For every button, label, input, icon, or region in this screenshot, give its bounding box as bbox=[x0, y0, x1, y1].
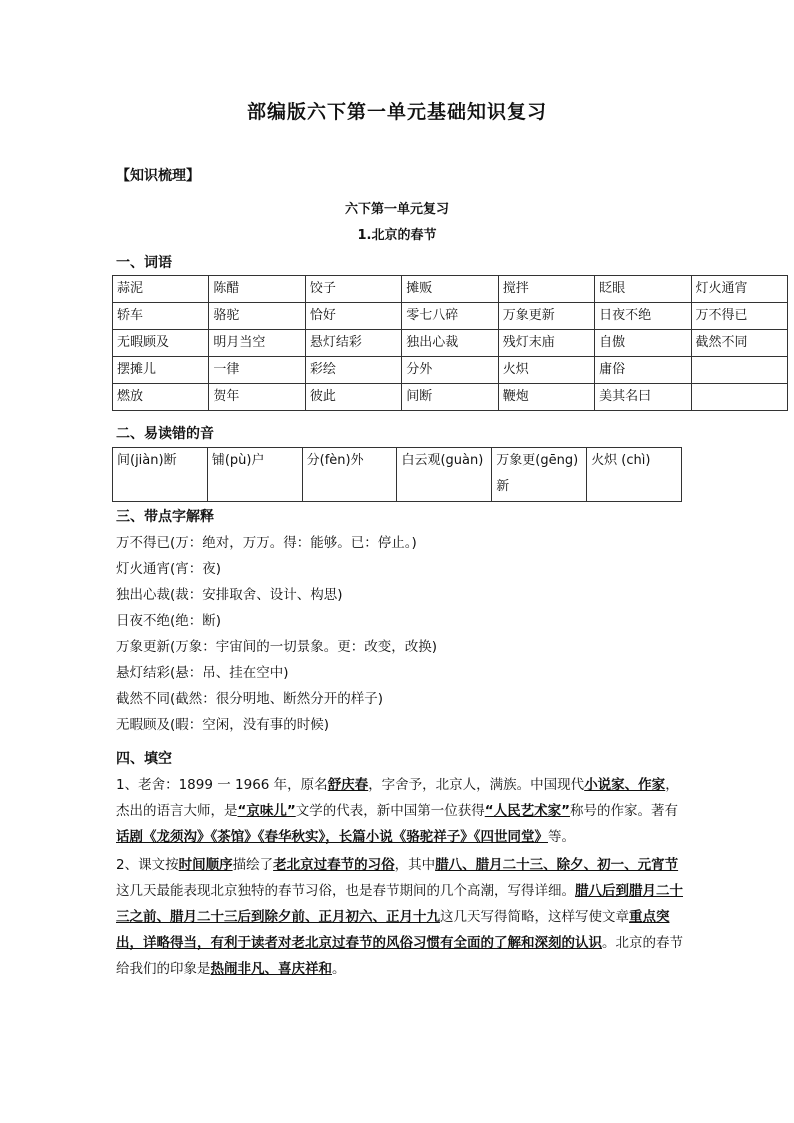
vocab-cell: 万象更新 bbox=[498, 303, 594, 330]
section3-heading: 三、带点字解释 bbox=[116, 509, 214, 525]
vocab-cell bbox=[691, 357, 787, 384]
table-row bbox=[113, 303, 788, 330]
vocab-cell: 摆摊儿 bbox=[113, 357, 209, 384]
vocab-cell: 截然不同 bbox=[691, 330, 787, 357]
section4-heading: 四、填空 bbox=[116, 751, 172, 767]
vocab-cell: 明月当空 bbox=[209, 330, 305, 357]
vocab-cell: 蒜泥 bbox=[113, 276, 209, 303]
pronunciation-cell: 火炽 (chì) bbox=[587, 448, 682, 502]
explanation-line: 日夜不绝(绝：断) bbox=[116, 613, 222, 629]
vocab-cell: 残灯末庙 bbox=[498, 330, 594, 357]
table-row bbox=[113, 357, 788, 384]
vocab-cell: 美其名曰 bbox=[595, 384, 691, 411]
explanation-line: 万象更新(万象：宇宙间的一切景象。更：改变，改换) bbox=[116, 639, 438, 655]
answer: 腊八、腊月二十三、除夕、初一、元宵节 bbox=[435, 857, 679, 873]
section2-heading: 二、易读错的音 bbox=[116, 426, 214, 442]
explanation-line: 截然不同(截然：很分明地、断然分开的样子) bbox=[116, 691, 384, 707]
pronunciation-cell: 万象更(gēng)新 bbox=[492, 448, 587, 502]
vocab-table bbox=[112, 275, 788, 411]
answer: 重点突出，详略得当，有利于读者对老北京过春节的风俗习惯有全面的了解和深刻的认识 bbox=[116, 909, 670, 951]
vocab-cell: 间断 bbox=[402, 384, 498, 411]
vocab-cell: 轿车 bbox=[113, 303, 209, 330]
text: 。 bbox=[332, 961, 346, 977]
vocab-cell: 独出心裁 bbox=[402, 330, 498, 357]
vocab-cell: 恰好 bbox=[305, 303, 401, 330]
text: ，其中 bbox=[394, 857, 436, 873]
vocab-cell: 眨眼 bbox=[595, 276, 691, 303]
vocab-cell: 饺子 bbox=[305, 276, 401, 303]
vocab-cell: 一律 bbox=[209, 357, 305, 384]
explanation-line: 灯火通宵(宵：夜) bbox=[116, 561, 222, 577]
explanation-line: 独出心裁(裁：安排取舍、设计、构思) bbox=[116, 587, 343, 603]
section1-heading: 一、词语 bbox=[116, 255, 172, 271]
answer: 话剧《龙须沟》《茶馆》《春华秋实》，长篇小说《骆驼祥子》《四世同堂》 bbox=[116, 829, 548, 845]
vocab-cell: 陈醋 bbox=[209, 276, 305, 303]
pronunciation-cell: 白云观(guàn) bbox=[397, 448, 492, 502]
vocab-cell: 骆驼 bbox=[209, 303, 305, 330]
text: 这几天写得简略，这样写使文章 bbox=[440, 909, 629, 925]
answer: 热闹非凡、喜庆祥和 bbox=[210, 961, 332, 977]
text: 2、课文按 bbox=[116, 857, 179, 873]
text: ，字舍予，北京人，满族。中国现代 bbox=[368, 777, 585, 793]
text: 。北京的春节给我们的印象是 bbox=[116, 935, 683, 977]
answer: 老北京过春节的习俗 bbox=[273, 857, 395, 873]
vocab-cell: 彩绘 bbox=[305, 357, 401, 384]
pronunciation-table bbox=[112, 447, 682, 502]
explanation-line: 悬灯结彩(悬：吊、挂在空中) bbox=[116, 665, 289, 681]
answer: “京味儿” bbox=[237, 803, 296, 819]
answer: 时间顺序 bbox=[178, 857, 233, 873]
vocab-cell: 搅拌 bbox=[498, 276, 594, 303]
answer: 腊八后到腊月二十三之前、腊月二十三后到除夕前、正月初六、正月十九 bbox=[116, 883, 683, 925]
text: ，杰出的语言大师，是 bbox=[116, 777, 679, 819]
vocab-cell: 庸俗 bbox=[595, 357, 691, 384]
vocab-cell: 彼此 bbox=[305, 384, 401, 411]
explanation-line: 无暇顾及(暇：空闲，没有事的时候) bbox=[116, 717, 330, 733]
doc-subtitle: 六下第一单元复习 bbox=[344, 202, 449, 217]
text: 等。 bbox=[548, 829, 575, 845]
pronunciation-cell: 间(jiàn)断 bbox=[113, 448, 208, 502]
vocab-cell: 火炽 bbox=[498, 357, 594, 384]
vocab-cell: 燃放 bbox=[113, 384, 209, 411]
vocab-cell: 无暇顾及 bbox=[113, 330, 209, 357]
vocab-cell: 鞭炮 bbox=[498, 384, 594, 411]
vocab-cell: 万不得已 bbox=[691, 303, 787, 330]
fill-paragraph-1 bbox=[116, 772, 686, 850]
vocab-cell: 摊贩 bbox=[402, 276, 498, 303]
answer: “人民艺术家” bbox=[484, 803, 570, 819]
doc-title: 部编版六下第一单元基础知识复习 bbox=[246, 101, 547, 123]
vocab-cell: 自傲 bbox=[595, 330, 691, 357]
table-row bbox=[113, 384, 788, 411]
table-row bbox=[113, 276, 788, 303]
explanation-line: 万不得已(万：绝对，万万。得：能够。已：停止。) bbox=[116, 535, 417, 551]
text: 描绘了 bbox=[232, 857, 274, 873]
pronunciation-cell: 分(fèn)外 bbox=[302, 448, 397, 502]
vocab-cell: 零七八碎 bbox=[402, 303, 498, 330]
vocab-cell bbox=[691, 384, 787, 411]
fill-paragraph-2 bbox=[116, 852, 686, 982]
vocab-cell: 日夜不绝 bbox=[595, 303, 691, 330]
answer: 小说家、作家 bbox=[584, 777, 666, 793]
pronunciation-cell: 铺(pù)户 bbox=[207, 448, 302, 502]
vocab-cell: 悬灯结彩 bbox=[305, 330, 401, 357]
answer: 舒庆春 bbox=[327, 777, 369, 793]
lesson-title: 1.北京的春节 bbox=[357, 228, 437, 243]
text: 这几天最能表现北京独特的春节习俗，也是春节期间的几个高潮，写得详细。 bbox=[116, 883, 575, 899]
vocab-cell: 分外 bbox=[402, 357, 498, 384]
vocab-cell: 贺年 bbox=[209, 384, 305, 411]
table-row bbox=[113, 330, 788, 357]
text: 1、老舍：1899 一 1966 年，原名 bbox=[116, 777, 328, 793]
vocab-cell: 灯火通宵 bbox=[691, 276, 787, 303]
text: 称号的作家。著有 bbox=[570, 803, 678, 819]
section-tag: 【知识梳理】 bbox=[116, 168, 200, 184]
text: 文学的代表，新中国第一位获得 bbox=[295, 803, 485, 819]
